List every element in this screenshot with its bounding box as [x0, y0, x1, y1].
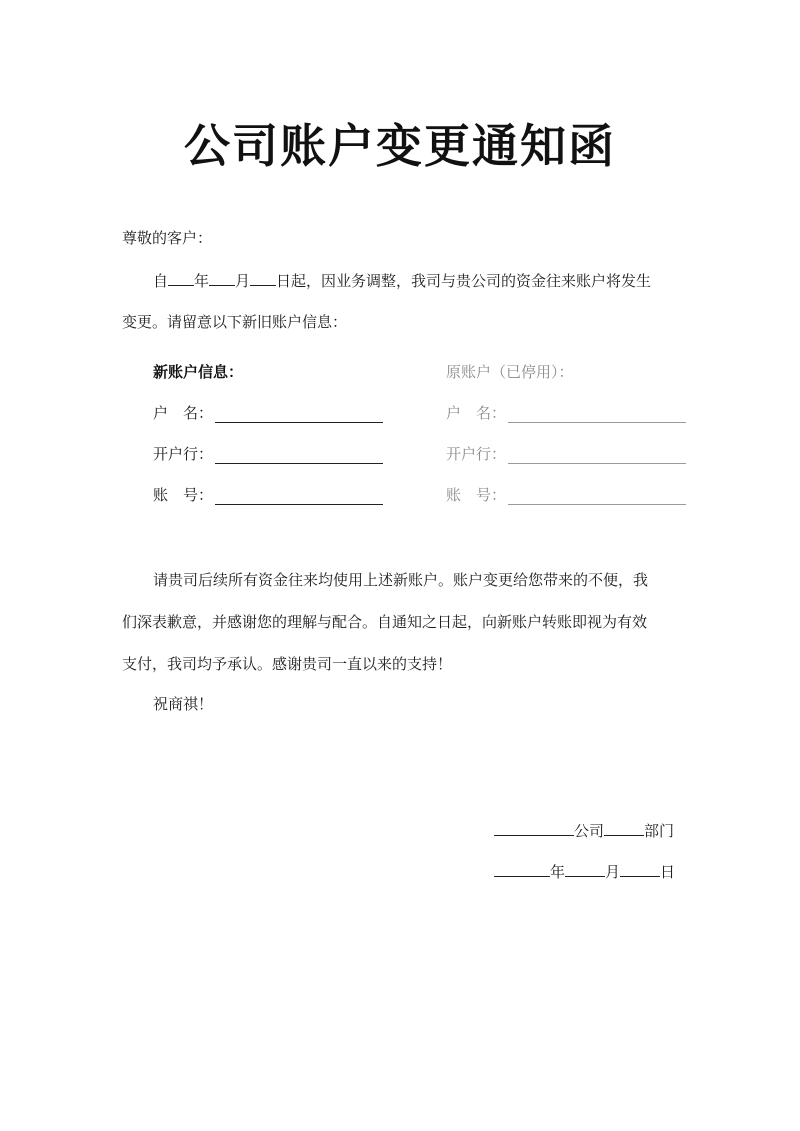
salutation: 尊敬的客户： [122, 229, 213, 247]
year-word: 年 [194, 272, 210, 290]
month-blank [209, 270, 235, 286]
new-account-number-label: 账 号： [153, 486, 214, 504]
new-account-bank-row [153, 444, 383, 464]
sign-year-blank [494, 861, 550, 877]
old-account-name-label: 户 名： [446, 404, 507, 422]
month-word: 月 [235, 272, 251, 290]
signature-company-line [494, 820, 674, 841]
new-account-name-label: 户 名： [153, 404, 214, 422]
old-account-bank-blank [508, 447, 686, 464]
paragraph-2-line-2: 们深表歉意，并感谢您的理解与配合。自通知之日起，向新账户转账即视为有效 [122, 613, 648, 631]
paragraph-2-line-3: 支付，我司均予承认。感谢贵司一直以来的支持！ [122, 655, 453, 673]
sign-month-word: 月 [605, 863, 621, 881]
company-word: 公司 [574, 822, 605, 840]
year-blank [168, 270, 194, 286]
old-account-name-blank [508, 406, 686, 423]
page-title: 公司账户变更通知函 [184, 119, 616, 173]
old-account-bank-row [446, 444, 686, 464]
paragraph-1-rest: 日起，因业务调整，我司与贵公司的资金往来账户将发生 [276, 272, 652, 290]
new-account-heading: 新账户信息： [153, 363, 244, 381]
closing-greeting: 祝商祺！ [153, 695, 214, 713]
new-account-bank-label: 开户行： [153, 445, 214, 463]
old-account-number-blank [508, 488, 686, 505]
paragraph-1-line-2: 变更。请留意以下新旧账户信息： [122, 313, 348, 331]
sign-day-blank [620, 861, 660, 877]
old-account-number-label: 账 号： [446, 486, 507, 504]
new-account-number-row [153, 485, 383, 505]
paragraph-2-line-1: 请贵司后续所有资金往来均使用上述新账户。账户变更给您带来的不便，我 [153, 571, 649, 589]
signature-date-line [494, 861, 675, 882]
department-blank [604, 820, 644, 836]
company-blank [494, 820, 574, 836]
paragraph-1-line-1 [153, 270, 680, 291]
new-account-bank-blank [215, 447, 383, 464]
new-account-name-row [153, 403, 383, 423]
department-word: 部门 [644, 822, 675, 840]
new-account-section [153, 362, 383, 526]
old-account-name-row [446, 403, 686, 423]
old-account-number-row [446, 485, 686, 505]
old-account-section [446, 362, 686, 526]
old-account-bank-label: 开户行： [446, 445, 507, 463]
new-account-name-blank [215, 406, 383, 423]
sign-year-word: 年 [550, 863, 566, 881]
old-account-heading: 原账户（已停用）： [446, 363, 574, 381]
date-prefix: 自 [153, 272, 169, 290]
new-account-number-blank [215, 488, 383, 505]
day-blank [250, 270, 276, 286]
sign-month-blank [565, 861, 605, 877]
sign-day-word: 日 [660, 863, 676, 881]
